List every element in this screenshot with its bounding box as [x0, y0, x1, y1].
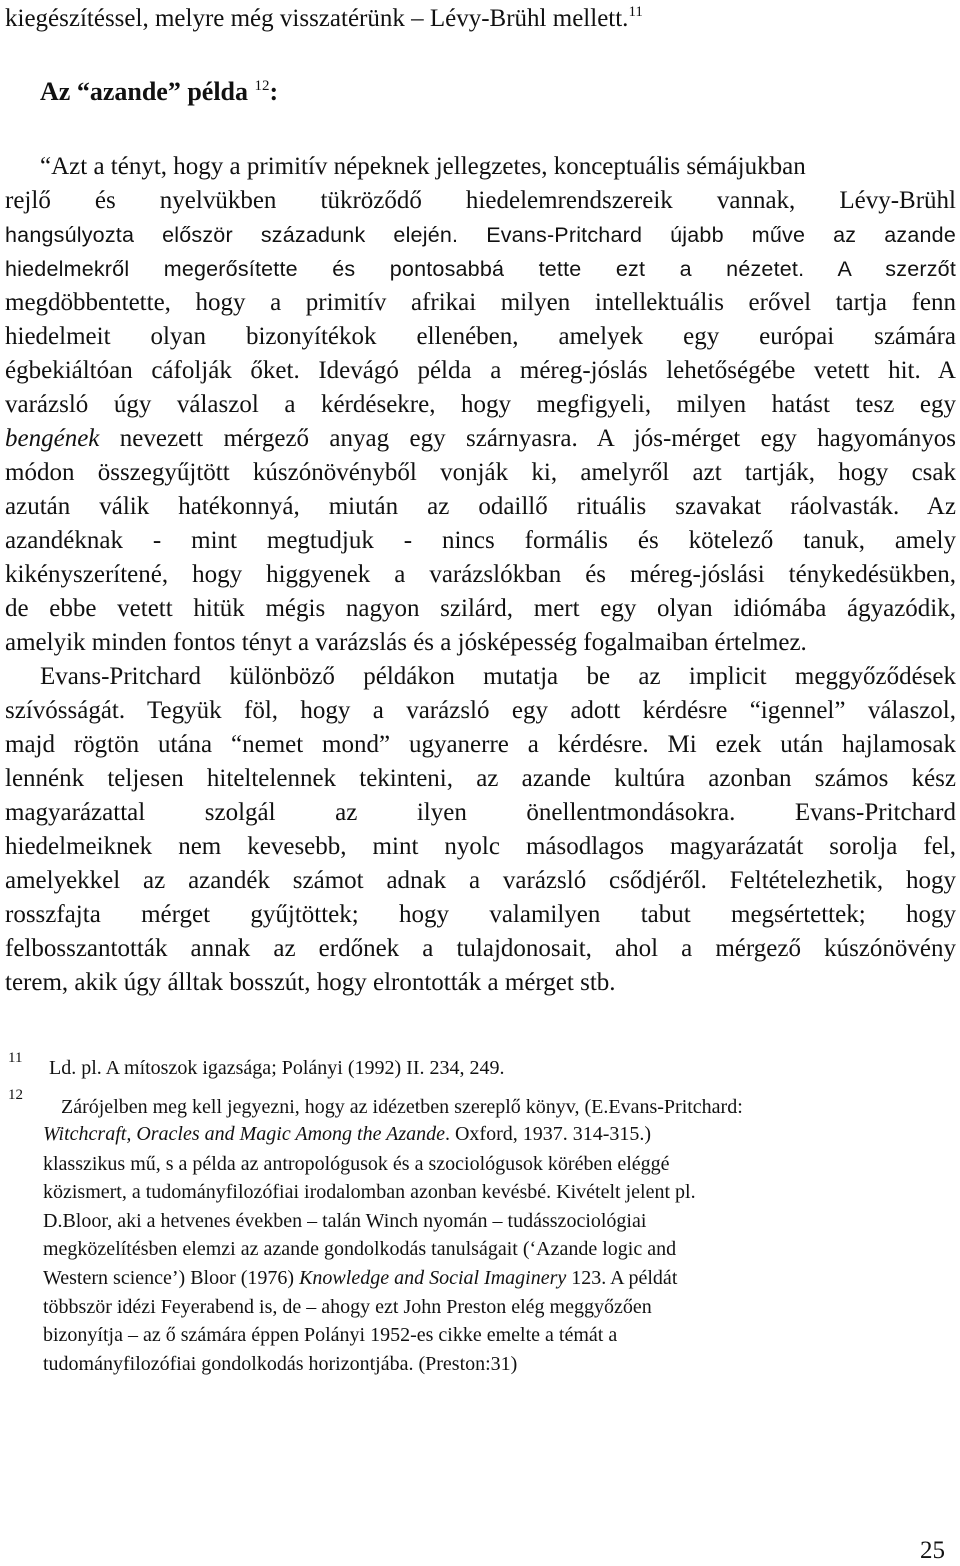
line-text: Western science’) Bloor (1976) [43, 1267, 300, 1289]
paragraph-line: azután válik hatékonnyá, miután az odaillő rituális szavakat ráolvasták. Az [5, 493, 956, 520]
paragraph-line: megdöbbentette, hogy a primitív afrikai milyen intellektuális erővel tartja fenn [5, 289, 956, 316]
line-text: nevezett mérgező anyag egy szárnyasra. A jós-mérget egy hagyományos [99, 425, 956, 452]
paragraph-line: de ebbe vetett hitük mégis nagyon szilárd, mert egy olyan idiómába ágyazódik, [5, 595, 956, 622]
paragraph-line: felbosszantották annak az erdőnek a tulajdonosait, ahol a mérgező kúszónövény [5, 935, 956, 962]
footnote-ref-11: 11 [628, 4, 643, 20]
paragraph-line: azandéknak - mint megtudjuk - nincs formális és kötelező tanuk, amely [5, 527, 956, 554]
book-title: Knowledge and Social Imaginery [299, 1267, 567, 1289]
paragraph-line [5, 422, 956, 456]
footnote-11-text: Ld. pl. A mítoszok igazsága; Polányi (1992) II. 234, 249. [49, 1057, 505, 1079]
footnote-12-line [43, 1265, 677, 1292]
footnote-12-line: többször idézi Feyerabend is, de – ahogy ezt John Preston elég meggyőzően [43, 1296, 652, 1318]
footnote-12-line: Zárójelben meg kell jegyezni, hogy az idézetben szereplő könyv, (E.Evans-Pritchard: [61, 1096, 743, 1118]
paragraph-line: Evans-Pritchard különböző példákon mutatja be az implicit meggyőződések [40, 663, 956, 690]
footnote-12-line: tudományfilozófiai gondolkodás horizontjába. (Preston:31) [43, 1353, 518, 1375]
intro-text: kiegészítéssel, melyre még visszatérünk – Lévy-Brühl mellett. [5, 5, 629, 32]
paragraph-line: varázsló úgy válaszol a kérdésekre, hogy megfigyeli, milyen hatást tesz egy [5, 391, 956, 418]
paragraph-line: hiedelmeit olyan bizonyítékok ellenében, amelyek egy európai számára [5, 323, 956, 350]
footnote-number-11: 11 [8, 1050, 23, 1066]
footnote-12-line: bizonyítja – az ő számára éppen Polányi 1952-es cikke emelte a témát a [43, 1324, 618, 1346]
heading-suffix: : [269, 77, 279, 106]
footnote-12-line: megközelítésben elemzi az azande gondolkodás tanulságait (‘Azande logic and [43, 1238, 677, 1260]
paragraph-line: lennénk teljesen hiteltelennek tekinteni, az azande kultúra azonban számos kész [5, 765, 956, 792]
book-title: Witchcraft, Oracles and Magic Among the Azande [43, 1123, 445, 1145]
paragraph-line: kikényszerítené, hogy higgyenek a varázslókban és méreg-jóslási ténykedésükben, [5, 561, 956, 588]
footnote-12-line [43, 1121, 651, 1148]
paragraph-line: majd rögtön utána “nemet mond” ugyanerre a kérdésre. Mi ezek után hajlamosak [5, 731, 956, 758]
line-text: . Oxford, 1937. 314-315.) [444, 1123, 652, 1145]
footnote-12-line: közismert, a tudományfilozófiai irodalomban azonban kevésbé. Kivételt jelent pl. [43, 1181, 696, 1203]
page-number: 25 [920, 1537, 945, 1564]
paragraph-line: hangsúlyozta először századunk elején. Evans-Pritchard újabb műve az azande [5, 223, 956, 247]
paragraph-line: amelyik minden fontos tényt a varázslás és a jósképesség fogalmaiban értelmez. [5, 629, 807, 656]
paragraph-line: hiedelmekről megerősítette és pontosabbá tette ezt a nézetet. A szerzőt [5, 257, 956, 281]
paragraph-line: amelyekkel az azandék számot adnak a varázsló csődjéről. Feltételezhetik, hogy [5, 867, 956, 894]
intro-line [5, 2, 956, 36]
paragraph-line: égbekiáltóan cáfolják őket. Idevágó példa a méreg-jóslás lehetőségébe vetett hit. A [5, 357, 956, 384]
footnote-12-line: klasszikus mű, s a példa az antropológusok és a szociológusok körében eléggé [43, 1153, 670, 1175]
paragraph-line: magyarázattal szolgál az ilyen önellentmondásokra. Evans-Pritchard [5, 799, 956, 826]
line-text: 123. A példát [566, 1267, 678, 1289]
paragraph-line: “Azt a tényt, hogy a primitív népeknek jellegzetes, konceptuális sémájukban [40, 153, 806, 180]
heading-text: Az “azande” példa [40, 77, 248, 106]
paragraph-line: hiedelmeiknek nem kevesebb, mint nyolc másodlagos magyarázatát sorolja fel, [5, 833, 956, 860]
footnote-12-line: D.Bloor, aki a hetvenes években – talán Winch nyomán – tudásszociológiai [43, 1210, 647, 1232]
footnote-ref-12: 12 [254, 78, 270, 94]
paragraph-line: szívósságát. Tegyük föl, hogy a varázsló egy adott kérdésre “igennel” válaszol, [5, 697, 956, 724]
italic-term: bengének [5, 425, 100, 452]
footnote-number-12: 12 [8, 1087, 23, 1103]
paragraph-line: rosszfajta mérget gyűjtöttek; hogy valamilyen tabut megsértettek; hogy [5, 901, 956, 928]
paragraph-line: módon összegyűjtött kúszónövényből vonják ki, amelyről azt tartják, hogy csak [5, 459, 956, 486]
paragraph-line: terem, akik úgy álltak bosszút, hogy elrontották a mérget stb. [5, 969, 616, 996]
section-heading [40, 75, 278, 109]
paragraph-line: rejlő és nyelvükben tükröződő hiedelemrendszereik vannak, Lévy-Brühl [5, 187, 956, 214]
